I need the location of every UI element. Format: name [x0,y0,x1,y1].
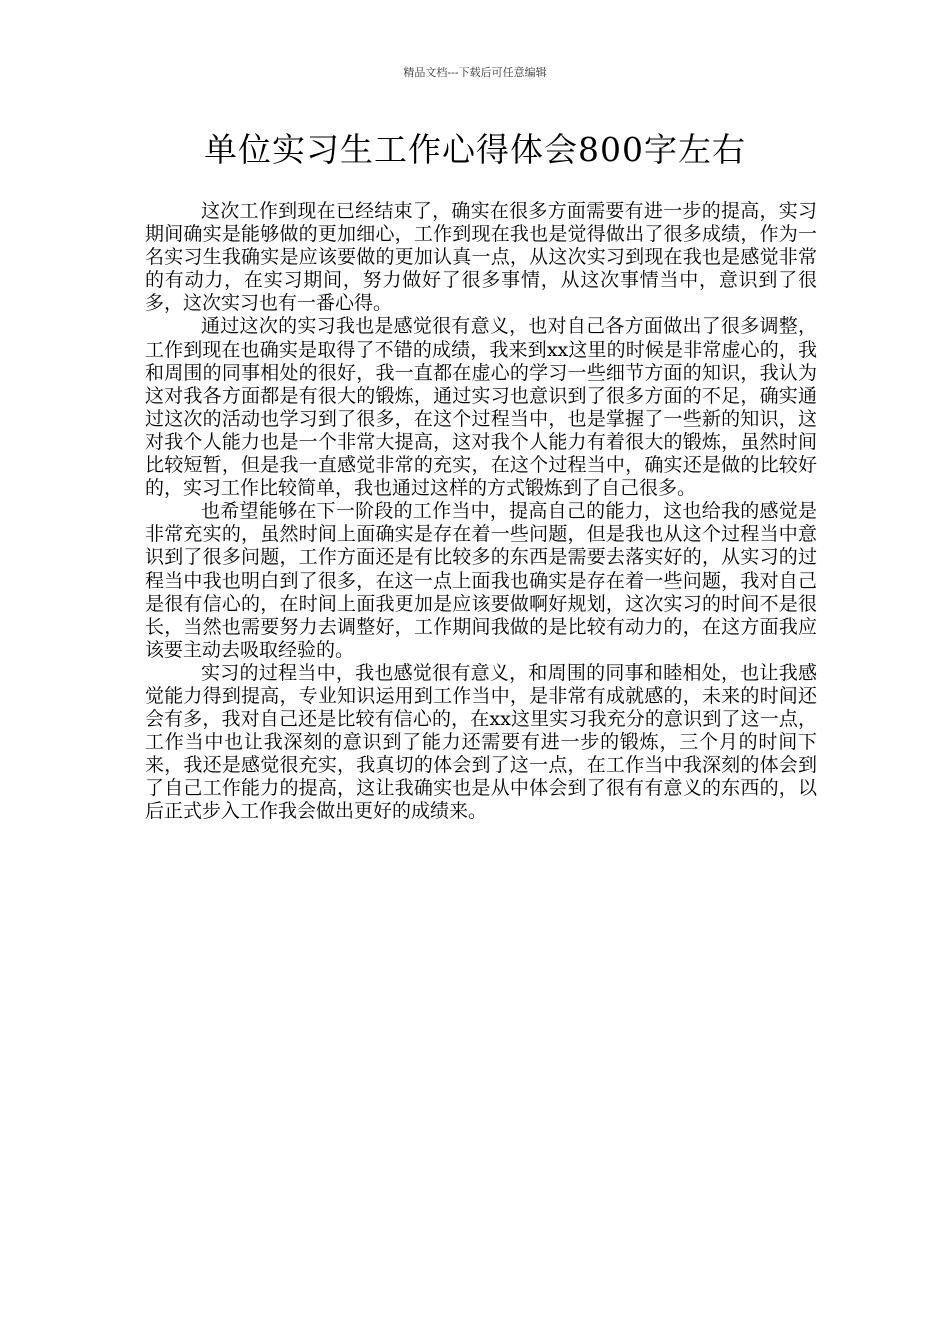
paragraph-3: 也希望能够在下一阶段的工作当中，提高自己的能力，这也给我的感觉是非常充实的，虽然时间上面确实是存在着一些问题，但是我也从这个过程当中意识到了很多问题，工作方面还是有比较多的东西是需要去落实好的，从实习的过程当中我也明白到了很多，在这一点上面我也确实是存在着一些问题，我对自己是很有信心的，在时间上面我更加是应该要做啊好规划，这次实习的时间不是很长，当然也需要努力去调整好，工作期间我做的是比较有动力的，在这方面我应该要主动去吸取经验的。 [145,500,817,661]
page-header: 精品文档---下载后可任意编辑 [403,66,547,79]
paragraph-2: 通过这次的实习我也是感觉很有意义，也对自己各方面做出了很多调整，工作到现在也确实是取得了不错的成绩，我来到xx这里的时候是非常虚心的，我和周围的同事相处的很好，我一直都在虚心的学习一些细节方面的知识，我认为这对我各方面都是有很大的锻炼，通过实习也意识到了很多方面的不足，确实通过这次的活动也学习到了很多，在这个过程当中，也是掌握了一些新的知识，这对我个人能力也是一个非常大提高，这对我个人能力有着很大的锻炼，虽然时间比较短暂，但是我一直感觉非常的充实，在这个过程当中，确实还是做的比较好的，实习工作比较简单，我也通过这样的方式锻炼到了自己很多。 [145,315,817,500]
document-title: 单位实习生工作心得体会800字左右 [204,130,746,169]
paragraph-4: 实习的过程当中，我也感觉很有意义，和周围的同事和睦相处，也让我感觉能力得到提高，专业知识运用到工作当中，是非常有成就感的，未来的时间还会有多，我对自己还是比较有信心的，在xx这里实习我充分的意识到了这一点，工作当中也让我深刻的意识到了能力还需要有进一步的锻炼，三个月的时间下来，我还是感觉很充实，我真切的体会到了这一点，在工作当中我深刻的体会到了自己工作能力的提高，这让我确实也是从中体会到了很有有意义的东西的，以后正式步入工作我会做出更好的成绩来。 [145,661,817,823]
paragraph-1: 这次工作到现在已经结束了，确实在很多方面需要有进一步的提高，实习期间确实是能够做的更加细心，工作到现在我也是觉得做出了很多成绩，作为一名实习生我确实是应该要做的更加认真一点，从这次实习到现在我也是感觉非常的有动力，在实习期间，努力做好了很多事情，从这次事情当中，意识到了很多，这次实习也有一番心得。 [145,200,817,315]
document-body [145,200,817,824]
